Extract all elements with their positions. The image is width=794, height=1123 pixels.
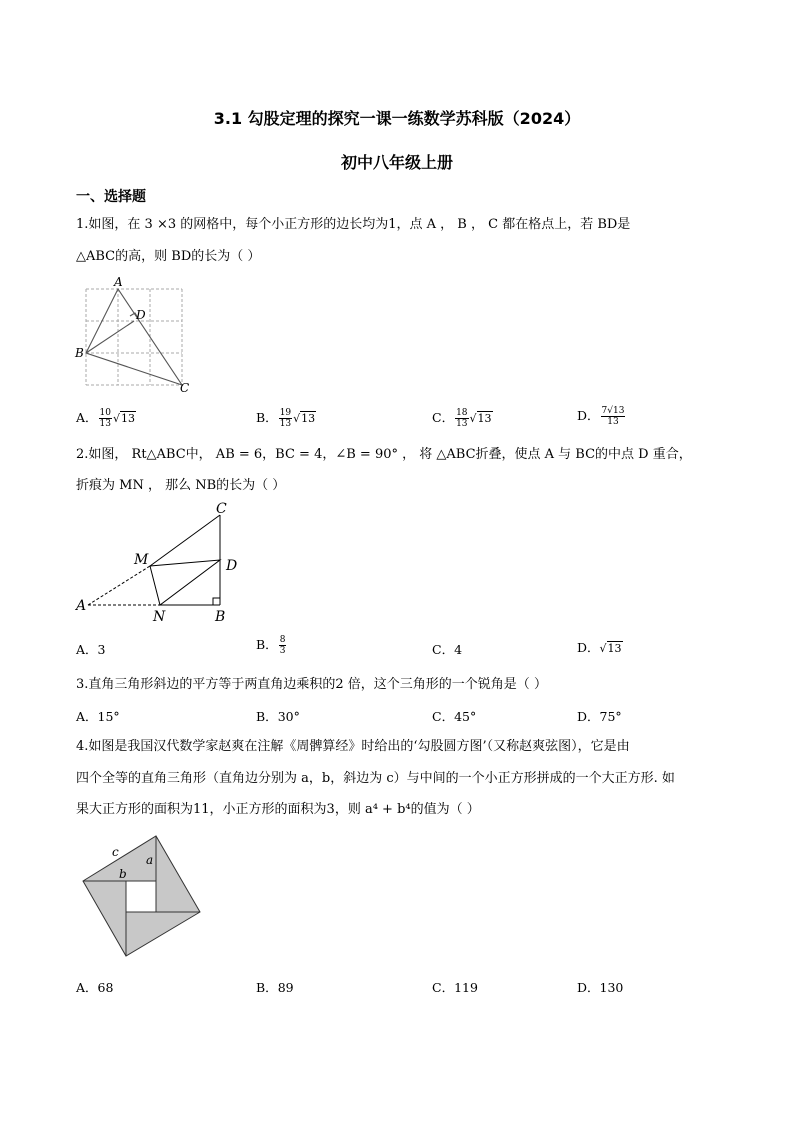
option-letter: D． [577, 980, 600, 995]
sqrt: √13 [293, 412, 316, 425]
q2-fold-figure [70, 500, 250, 628]
option-letter: C． [432, 709, 455, 724]
chord-diagram-shapes [83, 836, 200, 956]
denominator: 13 [456, 419, 468, 429]
option-value: 3 [97, 642, 106, 657]
numerator: 19 [279, 408, 292, 418]
fraction [279, 635, 287, 656]
denominator: 3 [279, 646, 286, 656]
option-letter: B． [256, 410, 278, 425]
label-c: c [112, 845, 119, 859]
option-letter: C． [432, 410, 455, 425]
sqrt: √13 [599, 642, 622, 655]
option-letter: B． [256, 980, 278, 995]
option-letter: C． [432, 642, 455, 657]
option-value: 130 [599, 980, 624, 995]
option-letter: D． [577, 640, 600, 655]
q2-option-c[interactable] [432, 640, 462, 658]
label-C: C [216, 501, 227, 517]
option-letter: B． [256, 637, 278, 652]
option-value: 4 [454, 642, 463, 657]
q2-stem-line1: 2.如图， Rt△ABC中， AB = 6，BC = 4，∠B = 90° ， 将 △ABC折叠，使点 A 与 BC的中点 D 重合， [76, 447, 692, 462]
option-value: 75° [599, 709, 622, 724]
q4-stem-line3: 果大正方形的面积为11，小正方形的面积为3，则 a⁴ + b⁴的值为（ ） [76, 802, 480, 817]
label-N: N [153, 609, 166, 625]
q4-option-a[interactable] [76, 978, 113, 996]
option-letter: A． [76, 642, 98, 657]
fold-lines [150, 515, 220, 605]
label-a: a [146, 853, 154, 867]
option-value: 119 [454, 980, 478, 995]
radicand: 13 [607, 642, 622, 655]
label-A: A [76, 598, 87, 614]
q1-option-b[interactable] [256, 408, 316, 429]
radicand: 13 [121, 412, 135, 425]
numerator: 18 [456, 408, 468, 418]
q4-stem-line1: 4.如图是我国汉代数学家赵爽在注解《周髀算经》时给出的‘勾股圆方图’（又称赵爽弦图），它是由 [76, 739, 630, 754]
option-value: 15° [97, 709, 120, 724]
page-subtitle: 初中八年级上册 [340, 153, 453, 172]
sqrt: √13 [469, 412, 492, 425]
q4-option-c[interactable] [432, 978, 478, 996]
fraction [99, 408, 112, 429]
q2-option-d[interactable] [577, 638, 623, 656]
fraction [601, 406, 626, 427]
q2-option-b[interactable] [256, 635, 287, 656]
q3-option-c[interactable] [432, 707, 476, 725]
label-B: B [215, 609, 226, 625]
fraction [279, 408, 292, 429]
option-value: 89 [277, 980, 294, 995]
q3-option-a[interactable] [76, 707, 120, 725]
q1-grid-figure [74, 276, 196, 394]
q4-option-b[interactable] [256, 978, 294, 996]
label-M: M [134, 552, 149, 568]
q1-option-a[interactable] [76, 408, 136, 429]
option-letter: D． [577, 709, 600, 724]
option-letter: C． [432, 980, 455, 995]
dashed-original-sides [88, 566, 160, 605]
section-heading: 一、选择题 [76, 189, 146, 205]
radicand: 13 [477, 412, 492, 425]
option-value: 45° [454, 709, 477, 724]
label-D: D [226, 558, 238, 574]
denominator: 13 [279, 419, 292, 429]
option-letter: A． [76, 980, 98, 995]
q4-stem-line2: 四个全等的直角三角形（直角边分别为 a，b，斜边为 c）与中间的一个小正方形拼成的一个大正方形. 如 [76, 771, 675, 786]
label-A: A [114, 276, 123, 289]
label-b: b [119, 867, 127, 881]
q2-stem-line2: 折痕为 MN ， 那么 NB的长为（ ） [76, 478, 286, 493]
q4-option-d[interactable] [577, 978, 623, 996]
option-value: 68 [97, 980, 114, 995]
option-letter: D． [577, 408, 600, 423]
q1-stem-line2: △ABC的高，则 BD的长为（ ） [76, 249, 261, 264]
page-title: 3.1 勾股定理的探究一课一练数学苏科版（2024） [213, 109, 581, 128]
q3-stem: 3.直角三角形斜边的平方等于两直角边乘积的2 倍，这个三角形的一个锐角是（ ） [76, 677, 547, 692]
numerator: 7√13 [601, 406, 625, 416]
label-C: C [180, 381, 190, 394]
option-letter: B． [256, 709, 278, 724]
triangle-abc [86, 289, 182, 385]
radicand: 13 [301, 412, 316, 425]
option-letter: A． [76, 410, 98, 425]
q1-option-d[interactable] [577, 406, 626, 427]
q3-option-d[interactable] [577, 707, 622, 725]
zhao-shuang-diagram [78, 834, 204, 960]
option-letter: A． [76, 709, 98, 724]
numerator: 10 [99, 408, 111, 418]
fraction [455, 408, 468, 429]
grid-lines [86, 289, 182, 385]
denominator: 13 [607, 417, 619, 427]
sqrt: √13 [112, 412, 135, 425]
q2-option-a[interactable] [76, 640, 105, 658]
label-D: D [136, 308, 146, 322]
q3-option-b[interactable] [256, 707, 300, 725]
label-B: B [75, 346, 84, 360]
denominator: 13 [99, 419, 111, 429]
q1-stem-line1: 1.如图，在 3 ×3 的网格中，每个小正方形的边长均为1，点 A ， B ， C 都在格点上，若 BD是 [76, 217, 631, 232]
numerator: 8 [279, 635, 286, 645]
option-value: 30° [277, 709, 300, 724]
q1-option-c[interactable] [432, 408, 493, 429]
